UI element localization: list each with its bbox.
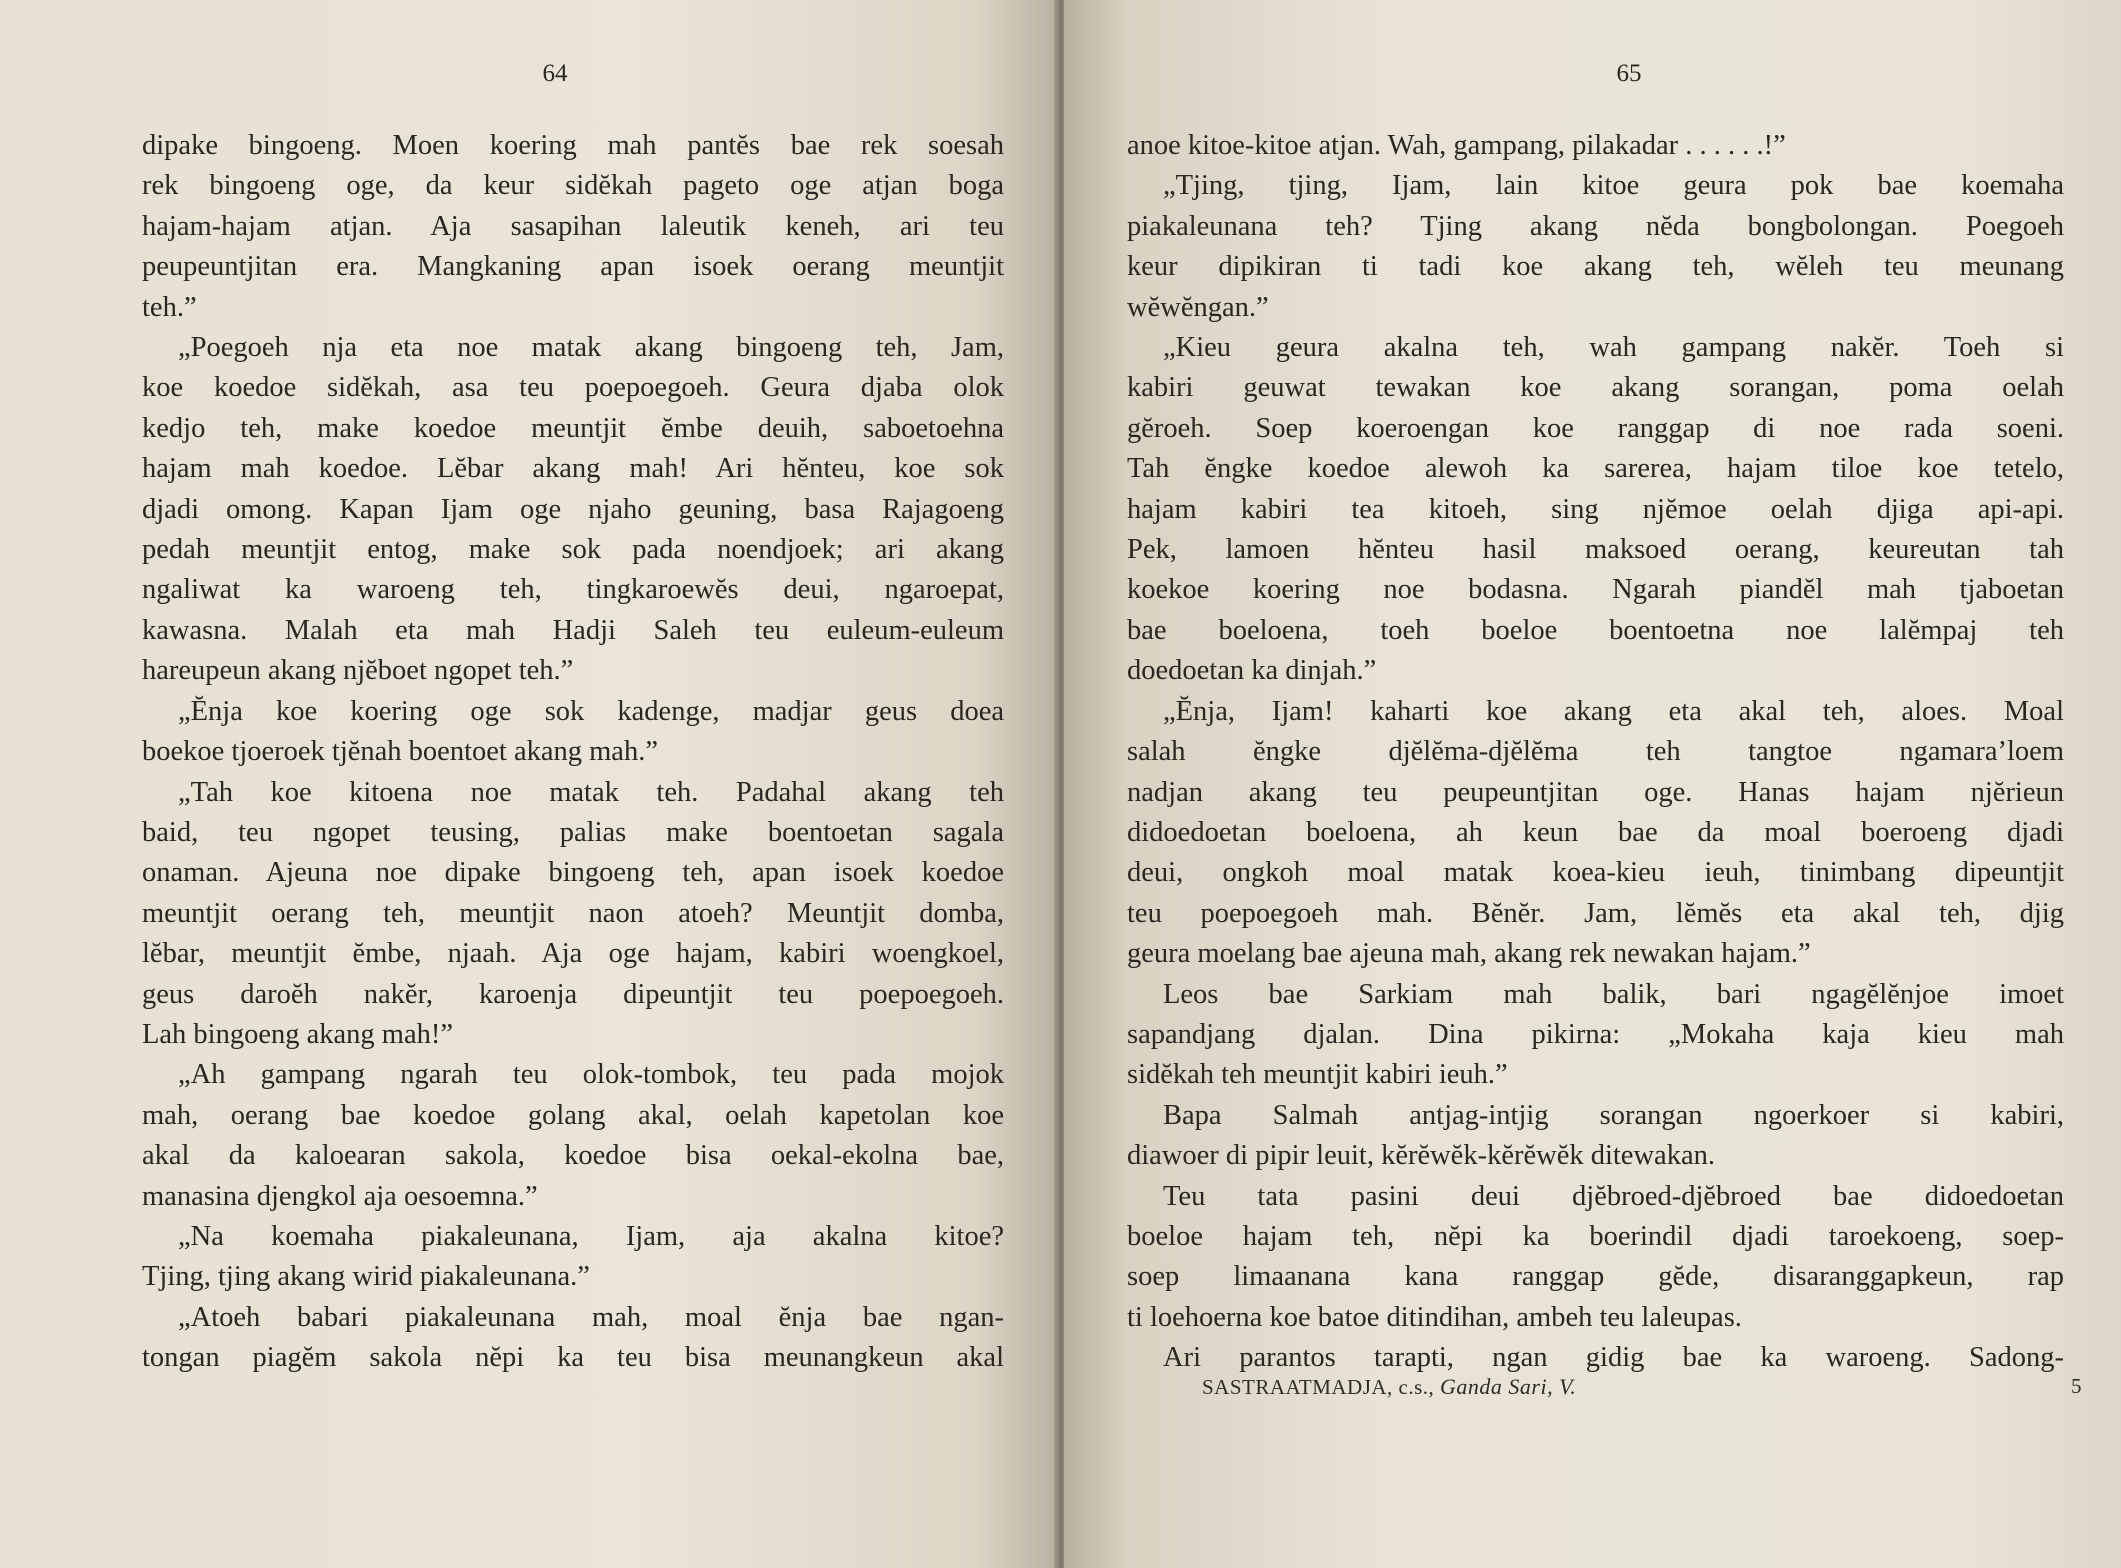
- text-line: gĕroeh. Soep koeroengan koe ranggap di noe rada soeni.: [1127, 412, 2064, 444]
- text-line: „Tjing, tjing, Ijam, lain kitoe geura pok bae koemaha: [1163, 170, 2064, 202]
- text-line: Lah bingoeng akang mah!”: [142, 1018, 454, 1050]
- text-line: boekoe tjoeroek tjĕnah boentoet akang mah.”: [142, 736, 658, 768]
- text-line: boeloe hajam teh, nĕpi ka boerindil djadi taroekoeng, soep-: [1127, 1220, 2064, 1252]
- text-line: soep limaanana kana ranggap gĕde, disaranggapkeun, rap: [1127, 1261, 2064, 1293]
- text-line: kedjo teh, make koedoe meuntjit ĕmbe deuih, saboetoehna: [142, 412, 1004, 444]
- text-line: dipake bingoeng. Moen koering mah pantĕs bae rek soesah: [142, 130, 1004, 161]
- signature-title: Ganda Sari, V.: [1440, 1374, 1577, 1399]
- text-line: geus daroĕh nakĕr, karoenja dipeuntjit teu poepoegoeh.: [142, 978, 1004, 1010]
- signature-prefix: SASTRAATMADJA, c.s.,: [1202, 1375, 1435, 1399]
- text-line: wĕwĕngan.”: [1127, 291, 1269, 323]
- text-line: lĕbar, meuntjit ĕmbe, njaah. Aja oge hajam, kabiri woengkoel,: [142, 938, 1004, 970]
- text-line: hajam kabiri tea kitoeh, sing njĕmoe oelah djiga api-api.: [1127, 493, 2064, 525]
- text-line: keur dipikiran ti tadi koe akang teh, wĕleh teu meunang: [1127, 251, 2064, 283]
- page-number: 65: [1616, 60, 1642, 87]
- right-page: [1064, 0, 2121, 1568]
- text-line: anoe kitoe-kitoe atjan. Wah, gampang, pilakadar . . . . . .!”: [1127, 130, 1786, 161]
- text-line: tongan piagĕm sakola nĕpi ka teu bisa meunangkeun akal: [142, 1342, 1004, 1374]
- text-line: „Ah gampang ngarah teu olok-tombok, teu pada mojok: [178, 1059, 1004, 1091]
- text-line: Teu tata pasini deui djĕbroed-djĕbroed bae didoedoetan: [1163, 1180, 2064, 1212]
- text-line: meuntjit oerang teh, meuntjit naon atoeh? Meuntjit domba,: [142, 897, 1004, 929]
- page-text: [1127, 126, 2064, 1379]
- text-line: „Poegoeh nja eta noe matak akang bingoeng teh, Jam,: [178, 332, 1004, 364]
- text-line: geura moelang bae ajeuna mah, akang rek newakan hajam.”: [1127, 938, 1811, 970]
- text-line: deui, ongkoh moal matak koea-kieu ieuh, tinimbang dipeuntjit: [1127, 857, 2064, 889]
- text-line: „Tah koe kitoena noe matak teh. Padahal akang teh: [178, 776, 1004, 808]
- signature-line: [1202, 1374, 1576, 1400]
- text-line: manasina djengkol aja oesoemna.”: [142, 1180, 538, 1212]
- text-line: ngaliwat ka waroeng teh, tingkaroewĕs deui, ngaroepat,: [142, 574, 1004, 606]
- text-line: nadjan akang teu peupeuntjitan oge. Hanas hajam njĕrieun: [1127, 776, 2064, 808]
- text-line: sapandjang djalan. Dina pikirna: „Mokaha kaja kieu mah: [1127, 1018, 2064, 1050]
- text-line: djadi omong. Kapan Ijam oge njaho geuning, basa Rajagoeng: [142, 493, 1004, 525]
- text-line: „Kieu geura akalna teh, wah gampang nakĕr. Toeh si: [1163, 332, 2064, 364]
- text-line: hajam-hajam atjan. Aja sasapihan laleutik keneh, ari teu: [142, 210, 1004, 242]
- text-line: „Atoeh babari piakaleunana mah, moal ĕnja bae ngan-: [178, 1301, 1004, 1333]
- text-line: kabiri geuwat tewakan koe akang sorangan, poma oelah: [1127, 372, 2064, 404]
- text-line: Tah ĕngke koedoe alewoh ka sarerea, hajam tiloe koe tetelo,: [1127, 453, 2064, 485]
- text-line: diawoer di pipir leuit, kĕrĕwĕk-kĕrĕwĕk ditewakan.: [1127, 1140, 1715, 1172]
- text-line: Tjing, tjing akang wirid piakaleunana.”: [142, 1261, 590, 1293]
- sheet-number: 5: [2071, 1374, 2082, 1398]
- page-text: [142, 126, 1004, 1379]
- page-number: 64: [542, 60, 568, 87]
- text-line: mah, oerang bae koedoe golang akal, oelah kapetolan koe: [142, 1099, 1004, 1131]
- text-line: ti loehoerna koe batoe ditindihan, ambeh teu laleupas.: [1127, 1301, 1742, 1333]
- text-line: rek bingoeng oge, da keur sidĕkah pageto oge atjan boga: [142, 170, 1004, 202]
- text-line: hajam mah koedoe. Lĕbar akang mah! Ari hĕnteu, koe sok: [142, 453, 1004, 485]
- text-line: teu poepoegoeh mah. Bĕnĕr. Jam, lĕmĕs eta akal teh, djig: [1127, 897, 2064, 929]
- text-line: Bapa Salmah antjag-intjig sorangan ngoerkoer si kabiri,: [1163, 1099, 2064, 1131]
- text-line: bae boeloena, toeh boeloe boentoetna noe lalĕmpaj teh: [1127, 614, 2064, 646]
- text-line: Leos bae Sarkiam mah balik, bari ngagĕlĕnjoe imoet: [1163, 978, 2064, 1010]
- text-line: koekoe koering noe bodasna. Ngarah piandĕl mah tjaboetan: [1127, 574, 2064, 606]
- text-line: doedoetan ka dinjah.”: [1127, 655, 1377, 687]
- text-line: Ari parantos tarapti, ngan gidig bae ka waroeng. Sadong-: [1163, 1342, 2064, 1374]
- text-line: Pek, lamoen hĕnteu hasil maksoed oerang, keureutan tah: [1127, 534, 2064, 566]
- text-line: onaman. Ajeuna noe dipake bingoeng teh, apan isoek koedoe: [142, 857, 1004, 889]
- text-line: pedah meuntjit entog, make sok pada noendjoek; ari akang: [142, 534, 1004, 566]
- text-line: peupeuntjitan era. Mangkaning apan isoek oerang meuntjit: [142, 251, 1004, 283]
- text-line: „Ĕnja koe koering oge sok kadenge, madjar geus doea: [178, 695, 1004, 727]
- text-line: baid, teu ngopet teusing, palias make boentoetan sagala: [142, 816, 1004, 848]
- text-line: teh.”: [142, 291, 197, 323]
- text-line: didoedoetan boeloena, ah keun bae da moal boeroeng djadi: [1127, 816, 2064, 848]
- text-line: sidĕkah teh meuntjit kabiri ieuh.”: [1127, 1059, 1508, 1091]
- text-line: „Na koemaha piakaleunana, Ijam, aja akalna kitoe?: [178, 1220, 1004, 1252]
- text-line: piakaleunana teh? Tjing akang nĕda bongbolongan. Poegoeh: [1127, 210, 2064, 242]
- text-line: akal da kaloearan sakola, koedoe bisa oekal-ekolna bae,: [142, 1140, 1004, 1172]
- text-line: „Ĕnja, Ijam! kaharti koe akang eta akal teh, aloes. Moal: [1163, 695, 2064, 727]
- text-line: kawasna. Malah eta mah Hadji Saleh teu euleum-euleum: [142, 614, 1004, 646]
- left-page: [0, 0, 1058, 1568]
- text-line: koe koedoe sidĕkah, asa teu poepoegoeh. Geura djaba olok: [142, 372, 1004, 404]
- text-line: salah ĕngke djĕlĕma-djĕlĕma teh tangtoe ngamara’loem: [1127, 736, 2064, 768]
- text-line: hareupeun akang njĕboet ngopet teh.”: [142, 655, 574, 687]
